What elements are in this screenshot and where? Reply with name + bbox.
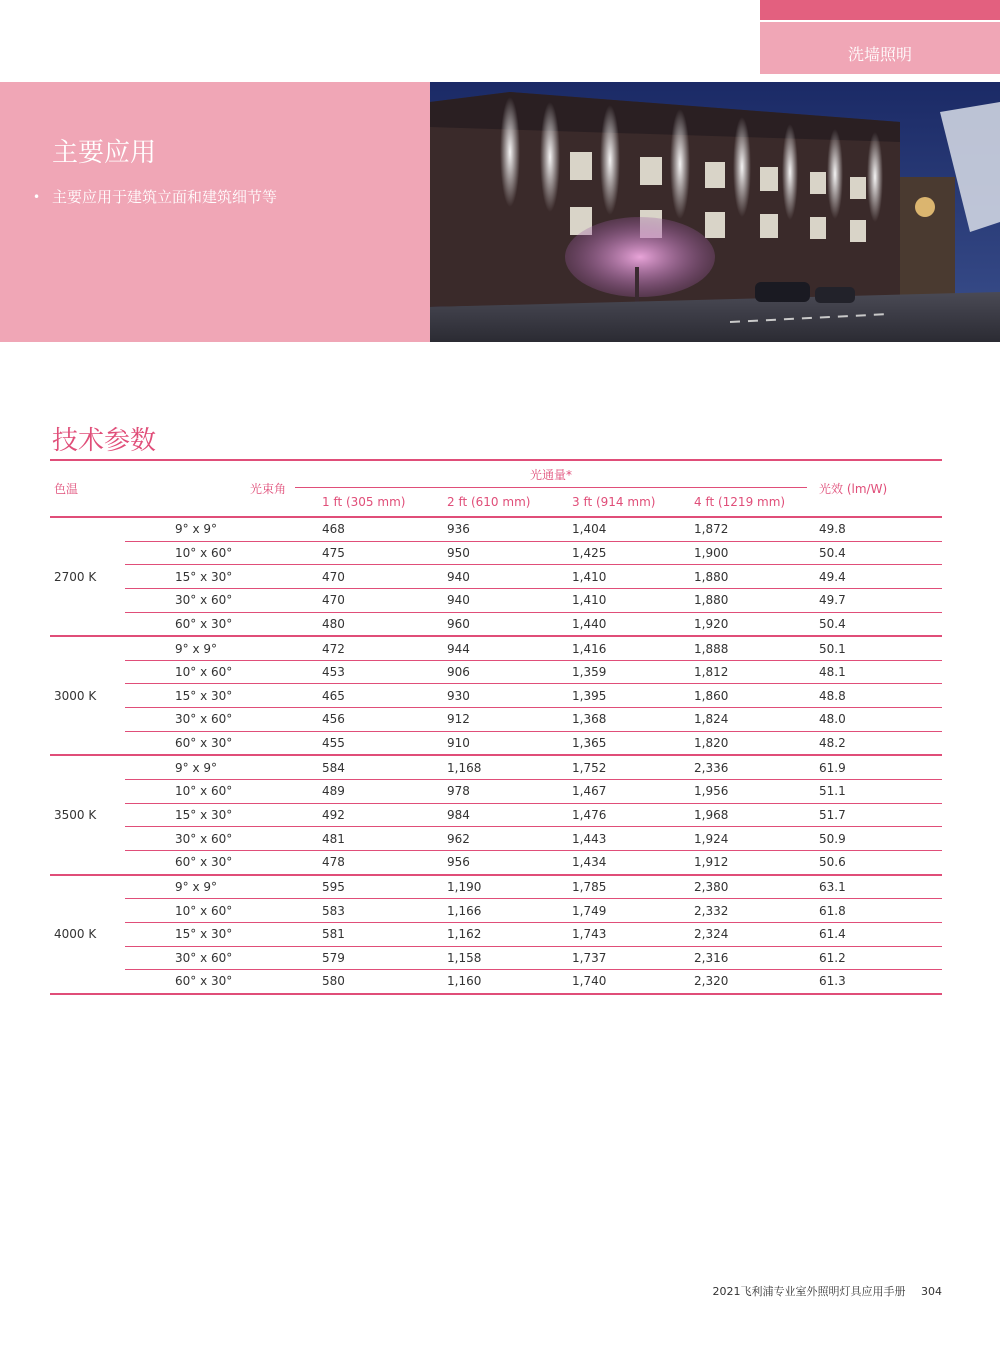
lumen-cell: 475	[295, 541, 420, 565]
bullet-icon: •	[33, 190, 41, 204]
lumen-cell: 978	[420, 780, 545, 804]
efficacy-cell: 50.4	[807, 541, 942, 565]
lumen-cell: 1,404	[545, 517, 667, 541]
beam-angle-cell: 10° x 60°	[125, 899, 295, 923]
lumen-cell: 950	[420, 541, 545, 565]
beam-angle-cell: 9° x 9°	[125, 517, 295, 541]
lumen-cell: 2,332	[667, 899, 807, 923]
lumen-cell: 1,158	[420, 946, 545, 970]
col-header-length: 2 ft (610 mm)	[420, 488, 545, 518]
lumen-cell: 1,162	[420, 922, 545, 946]
lumen-cell: 581	[295, 922, 420, 946]
lumen-cell: 940	[420, 588, 545, 612]
lumen-cell: 1,920	[667, 612, 807, 636]
lumen-cell: 1,476	[545, 803, 667, 827]
lumen-cell: 1,824	[667, 708, 807, 732]
efficacy-cell: 61.8	[807, 899, 942, 923]
lumen-cell: 940	[420, 565, 545, 589]
lumen-cell: 1,820	[667, 731, 807, 755]
beam-angle-cell: 15° x 30°	[125, 922, 295, 946]
section-tab	[760, 22, 1000, 74]
color-temp-cell: 3000 K	[50, 636, 125, 755]
lumen-cell: 478	[295, 850, 420, 874]
lumen-cell: 1,743	[545, 922, 667, 946]
lumen-cell: 455	[295, 731, 420, 755]
lumen-cell: 1,812	[667, 660, 807, 684]
beam-angle-cell: 30° x 60°	[125, 827, 295, 851]
table-row	[50, 612, 942, 636]
col-header-length: 1 ft (305 mm)	[295, 488, 420, 518]
table-row	[50, 970, 942, 994]
table-row	[50, 922, 942, 946]
table-row	[50, 850, 942, 874]
beam-angle-cell: 9° x 9°	[125, 755, 295, 779]
lumen-cell: 1,368	[545, 708, 667, 732]
lumen-cell: 1,166	[420, 899, 545, 923]
lumen-cell: 2,324	[667, 922, 807, 946]
lumen-cell: 1,924	[667, 827, 807, 851]
lumen-cell: 2,380	[667, 875, 807, 899]
footer-title: 2021飞利浦专业室外照明灯具应用手册	[712, 1285, 906, 1298]
beam-angle-cell: 10° x 60°	[125, 541, 295, 565]
lumen-cell: 1,168	[420, 755, 545, 779]
lumen-cell: 595	[295, 875, 420, 899]
hero-title: 主要应用	[52, 138, 157, 168]
lumen-cell: 962	[420, 827, 545, 851]
section-title: 技术参数	[52, 426, 157, 456]
table-row	[50, 780, 942, 804]
lumen-cell: 1,785	[545, 875, 667, 899]
lumen-cell: 1,888	[667, 636, 807, 660]
lumen-cell: 984	[420, 803, 545, 827]
lumen-cell: 1,359	[545, 660, 667, 684]
beam-angle-cell: 15° x 30°	[125, 684, 295, 708]
lumen-cell: 470	[295, 565, 420, 589]
lumen-cell: 1,912	[667, 850, 807, 874]
efficacy-cell: 48.2	[807, 731, 942, 755]
beam-angle-cell: 9° x 9°	[125, 875, 295, 899]
table-row	[50, 803, 942, 827]
beam-angle-cell: 60° x 30°	[125, 731, 295, 755]
lumen-cell: 1,467	[545, 780, 667, 804]
efficacy-cell: 63.1	[807, 875, 942, 899]
lumen-cell: 1,425	[545, 541, 667, 565]
lumen-cell: 1,190	[420, 875, 545, 899]
table-row	[50, 875, 942, 899]
lumen-cell: 583	[295, 899, 420, 923]
efficacy-cell: 50.6	[807, 850, 942, 874]
lumen-cell: 1,956	[667, 780, 807, 804]
color-temp-cell: 2700 K	[50, 517, 125, 636]
beam-angle-cell: 9° x 9°	[125, 636, 295, 660]
table-row	[50, 636, 942, 660]
lumen-cell: 1,443	[545, 827, 667, 851]
lumen-cell: 1,365	[545, 731, 667, 755]
table-row	[50, 684, 942, 708]
lumen-cell: 1,440	[545, 612, 667, 636]
lumen-cell: 1,752	[545, 755, 667, 779]
lumen-cell: 2,316	[667, 946, 807, 970]
table-row	[50, 565, 942, 589]
building-photo-illustration	[430, 82, 1000, 342]
lumen-cell: 2,336	[667, 755, 807, 779]
efficacy-cell: 49.7	[807, 588, 942, 612]
table-row	[50, 946, 942, 970]
lumen-cell: 912	[420, 708, 545, 732]
col-header-beam: 光束角	[125, 460, 295, 517]
lumen-cell: 1,395	[545, 684, 667, 708]
lumen-cell: 584	[295, 755, 420, 779]
lumen-cell: 465	[295, 684, 420, 708]
table-row	[50, 517, 942, 541]
efficacy-cell: 48.0	[807, 708, 942, 732]
lumen-cell: 456	[295, 708, 420, 732]
beam-angle-cell: 10° x 60°	[125, 660, 295, 684]
lumen-cell: 1,740	[545, 970, 667, 994]
lumen-cell: 2,320	[667, 970, 807, 994]
lumen-cell: 1,749	[545, 899, 667, 923]
color-temp-cell: 3500 K	[50, 755, 125, 874]
color-temp-cell: 4000 K	[50, 875, 125, 994]
lumen-cell: 1,434	[545, 850, 667, 874]
hero-bullet-text: 主要应用于建筑立面和建筑细节等	[52, 188, 278, 206]
efficacy-cell: 48.8	[807, 684, 942, 708]
beam-angle-cell: 30° x 60°	[125, 588, 295, 612]
col-header-length: 4 ft (1219 mm)	[667, 488, 807, 518]
col-header-lumen: 光通量*	[295, 460, 807, 488]
beam-angle-cell: 30° x 60°	[125, 946, 295, 970]
lumen-cell: 910	[420, 731, 545, 755]
table-row	[50, 588, 942, 612]
table-row	[50, 731, 942, 755]
lumen-cell: 468	[295, 517, 420, 541]
table-row	[50, 660, 942, 684]
col-header-color-temp: 色温	[50, 460, 125, 517]
lumen-cell: 489	[295, 780, 420, 804]
beam-angle-cell: 30° x 60°	[125, 708, 295, 732]
efficacy-cell: 61.4	[807, 922, 942, 946]
page-number: 304	[921, 1285, 942, 1298]
efficacy-cell: 51.1	[807, 780, 942, 804]
lumen-cell: 936	[420, 517, 545, 541]
lumen-cell: 492	[295, 803, 420, 827]
hero-panel	[0, 82, 430, 342]
lumen-cell: 1,410	[545, 565, 667, 589]
lumen-cell: 906	[420, 660, 545, 684]
spec-table	[50, 459, 942, 995]
efficacy-cell: 50.1	[807, 636, 942, 660]
lumen-cell: 481	[295, 827, 420, 851]
efficacy-cell: 51.7	[807, 803, 942, 827]
efficacy-cell: 48.1	[807, 660, 942, 684]
efficacy-cell: 49.4	[807, 565, 942, 589]
hero-photo	[430, 82, 1000, 342]
lumen-cell: 1,410	[545, 588, 667, 612]
efficacy-cell: 61.2	[807, 946, 942, 970]
table-row	[50, 827, 942, 851]
lumen-cell: 580	[295, 970, 420, 994]
efficacy-cell: 50.4	[807, 612, 942, 636]
table-row	[50, 541, 942, 565]
beam-angle-cell: 10° x 60°	[125, 780, 295, 804]
beam-angle-cell: 60° x 30°	[125, 850, 295, 874]
beam-angle-cell: 60° x 30°	[125, 970, 295, 994]
efficacy-cell: 50.9	[807, 827, 942, 851]
lumen-cell: 1,880	[667, 565, 807, 589]
lumen-cell: 1,900	[667, 541, 807, 565]
lumen-cell: 579	[295, 946, 420, 970]
lumen-cell: 470	[295, 588, 420, 612]
lumen-cell: 1,968	[667, 803, 807, 827]
lumen-cell: 453	[295, 660, 420, 684]
col-header-length: 3 ft (914 mm)	[545, 488, 667, 518]
lumen-cell: 1,880	[667, 588, 807, 612]
table-row	[50, 755, 942, 779]
lumen-cell: 1,872	[667, 517, 807, 541]
beam-angle-cell: 60° x 30°	[125, 612, 295, 636]
section-tab-label: 洗墙照明	[847, 45, 912, 64]
efficacy-cell: 61.9	[807, 755, 942, 779]
lumen-cell: 1,416	[545, 636, 667, 660]
lumen-cell: 960	[420, 612, 545, 636]
col-header-efficacy: 光效 (lm/W)	[807, 460, 942, 517]
lumen-cell: 1,860	[667, 684, 807, 708]
table-row	[50, 899, 942, 923]
lumen-cell: 944	[420, 636, 545, 660]
efficacy-cell: 61.3	[807, 970, 942, 994]
efficacy-cell: 49.8	[807, 517, 942, 541]
page-footer	[701, 1283, 943, 1299]
lumen-cell: 480	[295, 612, 420, 636]
spec-table-body	[50, 517, 942, 994]
beam-angle-cell: 15° x 30°	[125, 803, 295, 827]
beam-angle-cell: 15° x 30°	[125, 565, 295, 589]
header-accent-strip	[760, 0, 1000, 20]
lumen-cell: 1,160	[420, 970, 545, 994]
lumen-cell: 956	[420, 850, 545, 874]
lumen-cell: 1,737	[545, 946, 667, 970]
lumen-cell: 930	[420, 684, 545, 708]
lumen-cell: 472	[295, 636, 420, 660]
table-row	[50, 708, 942, 732]
